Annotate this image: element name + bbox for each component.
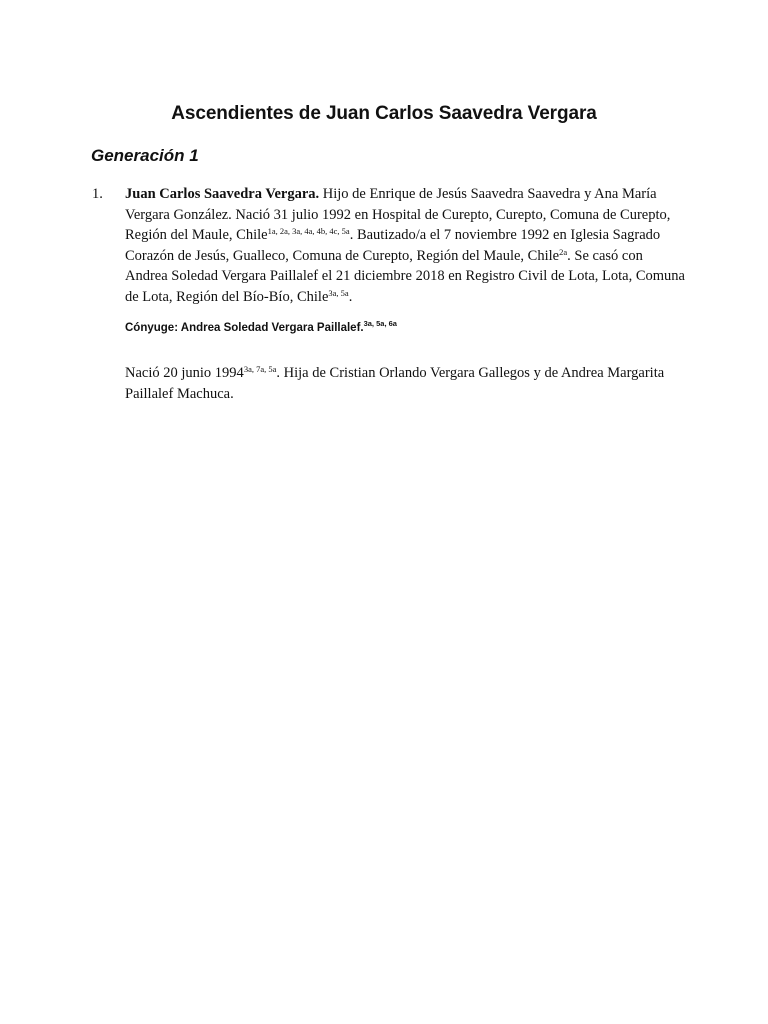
entry-number: 1. [92, 186, 103, 202]
spouse-heading-source-refs: 3a, 5a, 6a [363, 319, 397, 328]
birth-source-refs: 1a, 2a, 3a, 4a, 4b, 4c, 5a [267, 226, 350, 236]
baptism-source-refs: 2a [559, 246, 568, 257]
generation-heading: Generación 1 [91, 146, 199, 165]
spouse-birth-source-refs: 3a, 7a, 5a [243, 364, 277, 374]
entry-paragraph [125, 184, 685, 307]
entry-text-baptism: . Bautizado/a el 7 noviembre 1992 en Iglesia Sagrado Corazón de Jesús, Gualleco, Comuna de Curepto, Región del Maule, Chile [125, 227, 661, 264]
spouse-paragraph [125, 363, 685, 404]
spouse-text-birth: Nació 20 junio 1994 [125, 365, 244, 381]
marriage-source-refs: 3a, 5a [328, 287, 349, 298]
spouse-heading [125, 319, 397, 334]
entry-text-marriage: . Se casó con Andrea Soledad Vergara Paillalef el 21 diciembre 2018 en Registro Civil de Lota, Lota, Comuna de Lota, Región del Bío-Bío, Chile [125, 247, 685, 305]
page-title: Ascendientes de Juan Carlos Saavedra Vergara [171, 103, 597, 124]
person-name: Juan Carlos Saavedra Vergara. [125, 186, 320, 202]
entry-text-birth: Hijo de Enrique de Jesús Saavedra Saavedra y Ana María Vergara González. Nació 31 julio 1992 en Hospital de Curepto, Curepto, Comuna de Curepto, Región del Maule, Chile [125, 186, 671, 243]
entry-text-end: . [348, 288, 353, 305]
spouse-text-parents: . Hija de Cristian Orlando Vergara Gallegos y de Andrea Margarita Paillalef Machuca. [125, 365, 665, 402]
spouse-heading-text: Cónyuge: Andrea Soledad Vergara Paillalef. [125, 322, 364, 334]
